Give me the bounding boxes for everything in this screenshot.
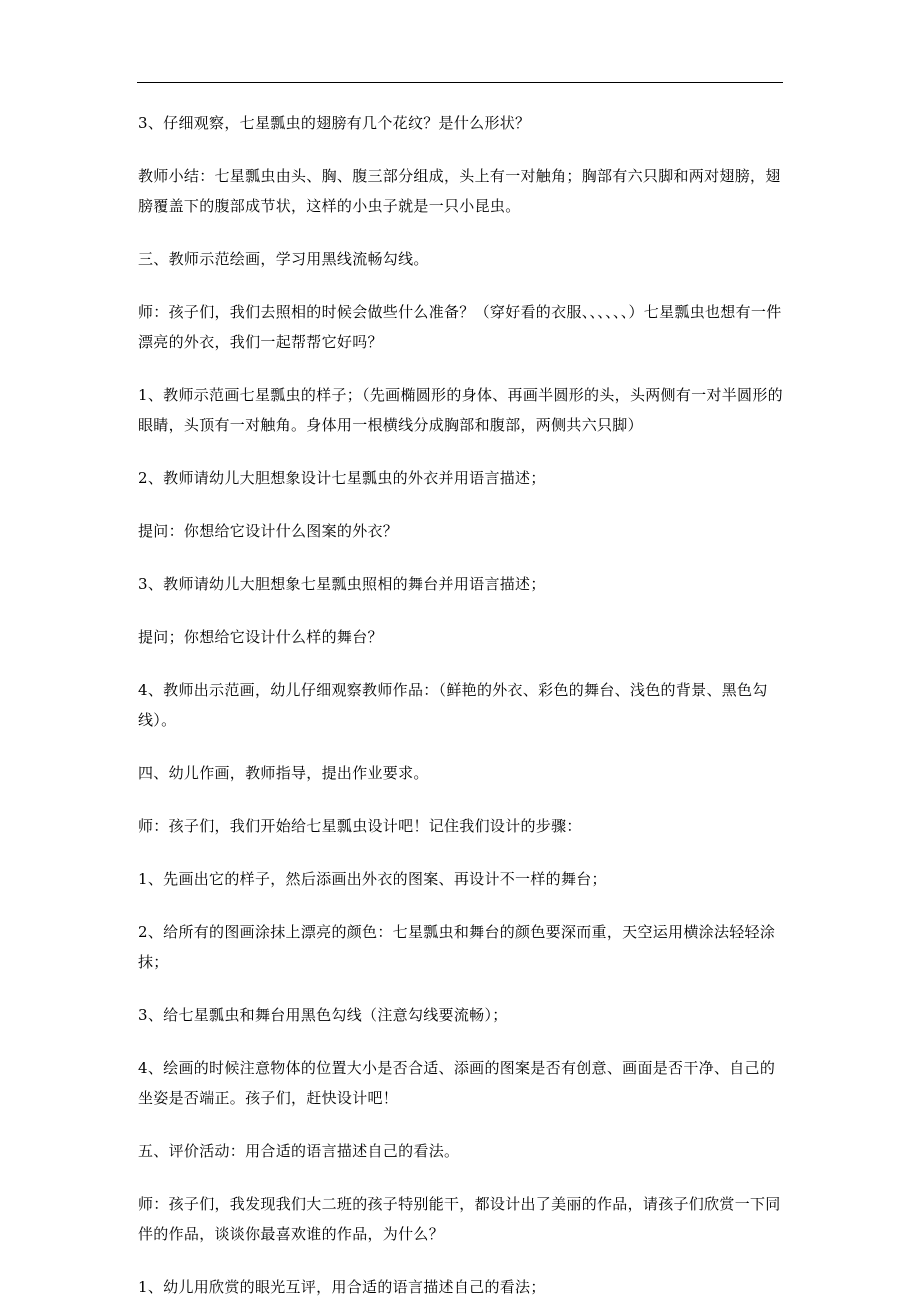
paragraph: 提问：你想给它设计什么图案的外衣？ — [138, 522, 399, 540]
document-body — [138, 108, 786, 1302]
paragraph: 1、先画出它的样子，然后添画出外衣的图案、再设计不一样的舞台； — [138, 870, 607, 888]
paragraph: 师：孩子们，我们开始给七星瓢虫设计吧！记住我们设计的步骤： — [138, 817, 582, 835]
section-heading: 三、教师示范绘画，学习用黑线流畅勾线。 — [138, 250, 429, 268]
paragraph: 1、幼儿用欣赏的眼光互评，用合适的语言描述自己的看法； — [138, 1278, 546, 1296]
paragraph: 教师小结：七星瓢虫由头、胸、腹三部分组成，头上有一对触角；胸部有六只脚和两对翅膀，翅膀覆盖下的腹部成节状，这样的小虫子就是一只小昆虫。 — [138, 167, 781, 215]
paragraph: 1、教师示范画七星瓢虫的样子；（先画椭圆形的身体、再画半圆形的头，头两侧有一对半圆形的眼睛，头顶有一对触角。身体用一根横线分成胸部和腹部，两侧共六只脚） — [138, 386, 783, 434]
paragraph: 3、仔细观察，七星瓢虫的翅膀有几个花纹？是什么形状？ — [138, 114, 531, 132]
header-rule — [137, 82, 783, 83]
paragraph: 3、教师请幼儿大胆想象七星瓢虫照相的舞台并用语言描述； — [138, 575, 546, 593]
paragraph: 3、给七星瓢虫和舞台用黑色勾线（注意勾线要流畅）； — [138, 1006, 508, 1024]
section-heading: 四、幼儿作画，教师指导，提出作业要求。 — [138, 764, 429, 782]
paragraph: 2、给所有的图画涂抹上漂亮的颜色：七星瓢虫和舞台的颜色要深而重，天空运用横涂法轻轻涂抹； — [138, 923, 776, 971]
paragraph: 师：孩子们，我们去照相的时候会做些什么准备？（穿好看的衣服、、、、、、）七星瓢虫也想有一件漂亮的外衣，我们一起帮帮它好吗？ — [138, 303, 782, 351]
paragraph: 4、教师出示范画，幼儿仔细观察教师作品：（鲜艳的外衣、彩色的舞台、浅色的背景、黑色勾线）。 — [138, 681, 768, 729]
paragraph: 师：孩子们，我发现我们大二班的孩子特别能干，都设计出了美丽的作品，请孩子们欣赏一下同伴的作品，谈谈你最喜欢谁的作品，为什么？ — [138, 1195, 781, 1243]
paragraph: 4、绘画的时候注意物体的位置大小是否合适、添画的图案是否有创意、画面是否干净、自己的坐姿是否端正。孩子们，赶快设计吧！ — [138, 1059, 776, 1107]
section-heading: 五、评价活动：用合适的语言描述自己的看法。 — [138, 1142, 460, 1160]
paragraph: 2、教师请幼儿大胆想象设计七星瓢虫的外衣并用语言描述； — [138, 469, 546, 487]
paragraph: 提问；你想给它设计什么样的舞台？ — [138, 628, 383, 646]
